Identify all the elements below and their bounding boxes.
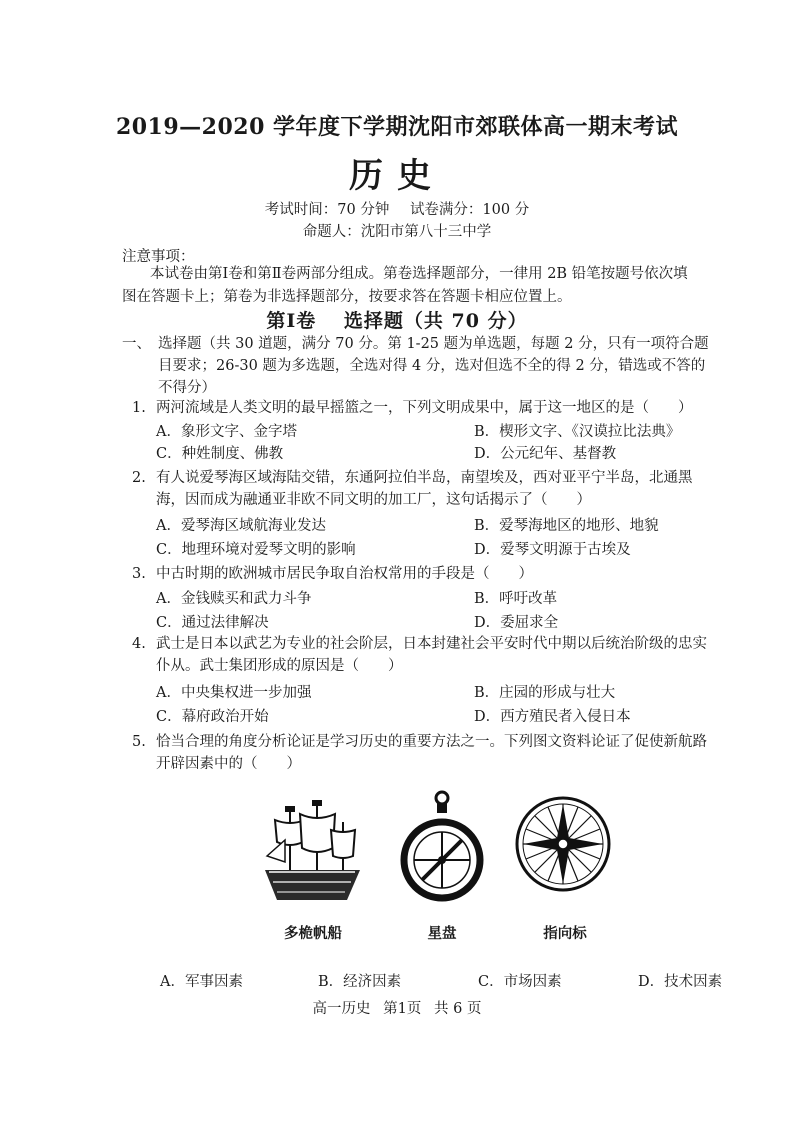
astrolabe-caption: 星盘 (427, 925, 457, 942)
option-b: B．楔形文字、《汉谟拉比法典》 (474, 424, 681, 440)
option-a: A．中央集权进一步加强 (156, 685, 312, 701)
page-footer (0, 997, 794, 1018)
footer-page: 第1页 (383, 1001, 422, 1017)
option-d: D．公元纪年、基督教 (474, 446, 617, 462)
compass-caption: 指向标 (543, 925, 587, 942)
option-c: C．种姓制度、佛教 (156, 446, 284, 462)
exam-title: 2019—2020 学年度下学期沈阳市郊联体高一期末考试 (115, 114, 679, 140)
option-c: C．幕府政治开始 (156, 709, 269, 725)
question-stem: 武士是日本以武艺为专业的社会阶层，日本封建社会平安时代中期以后统治阶级的忠实仆从。武士集团形成的原因是（ ） (156, 636, 707, 674)
question-number: 4. (132, 636, 146, 652)
section-title (0, 306, 794, 333)
option-a: A．爱琴海区域航海业发达 (156, 518, 326, 534)
question-3 (132, 563, 712, 585)
section-instructions (122, 333, 710, 399)
question-2 (132, 467, 712, 511)
option-d: D．技术因素 (638, 974, 723, 990)
question-number: 2. (132, 470, 146, 486)
footer-course: 高一历史 (312, 1001, 371, 1017)
exam-meta (0, 198, 794, 219)
option-a: A．军事因素 (160, 974, 243, 990)
compass-rose-icon (513, 792, 613, 902)
compass-rose-figure (513, 792, 613, 902)
option-a: A．象形文字、金字塔 (156, 424, 297, 440)
footer-total: 共 6 页 (434, 1001, 482, 1017)
astrolabe-figure (400, 790, 484, 914)
instructions-text: 选择题（共 30 道题，满分 70 分。第 1-25 题为单选题，每题 2 分，只有一项符合题目要求；26-30 题为多选题，全选对得 4 分，选对但选不全的得 2 分，错选或不答的不得分） (158, 336, 709, 396)
question-stem: 有人说爱琴海区域海陆交错，东通阿拉伯半岛，南望埃及，西对亚平宁半岛，北通黑海，因而成为融通亚非欧不同文明的加工厂，这句话揭示了（ ） (156, 470, 693, 508)
question-stem: 两河流域是人类文明的最早摇篮之一，下列文明成果中，属于这一地区的是（ ） (156, 400, 693, 416)
sailing-ship-figure (255, 800, 375, 910)
notice-body: 本试卷由第Ⅰ卷和第Ⅱ卷两部分组成。第卷选择题部分，一律用 2B 铅笔按题号依次填图在答题卡上；第卷为非选择题部分，按要求答在答题卡相应位置上。 (122, 266, 688, 305)
subject-title: 历史 (349, 156, 445, 196)
question-4 (132, 633, 712, 677)
option-c: C．地理环境对爱琴文明的影响 (156, 542, 356, 558)
question-number: 3. (132, 566, 146, 582)
option-d: D．委屈求全 (474, 615, 559, 631)
question-stem: 恰当合理的角度分析论证是学习历史的重要方法之一。下列图文资料论证了促使新航路开辟因素中的（ ） (156, 734, 707, 772)
question-number: 1. (132, 400, 146, 416)
option-a: A．金钱赎买和武力斗争 (156, 591, 312, 607)
question-5-figures (255, 790, 615, 950)
option-d: D．西方殖民者入侵日本 (474, 709, 631, 725)
option-c: C．通过法律解决 (156, 615, 269, 631)
astrolabe-icon (400, 790, 484, 914)
exam-time: 考试时间：70 分钟 (264, 202, 390, 218)
section-part: 第Ⅰ卷 (266, 310, 317, 332)
question-1 (132, 397, 712, 419)
option-b: B．庄园的形成与壮大 (474, 685, 616, 701)
notice-heading: 注意事项： (122, 249, 195, 265)
question-5 (132, 731, 712, 775)
full-score: 试卷满分：100 分 (409, 202, 530, 218)
instructions-label: 一、 (122, 336, 151, 352)
question-stem: 中古时期的欧洲城市居民争取自治权常用的手段是（ ） (156, 566, 533, 582)
option-b: B．呼吁改革 (474, 591, 558, 607)
option-d: D．爱琴文明源于古埃及 (474, 542, 631, 558)
option-c: C．市场因素 (478, 974, 562, 990)
option-b: B．爱琴海地区的地形、地貌 (474, 518, 659, 534)
exam-author-row (0, 220, 794, 241)
section-name: 选择题（共 70 分） (343, 310, 528, 332)
ship-icon (255, 800, 375, 910)
ship-caption: 多桅帆船 (284, 925, 342, 942)
exam-author: 命题人：沈阳市第八十三中学 (302, 224, 492, 240)
option-b: B．经济因素 (318, 974, 402, 990)
question-number: 5. (132, 734, 146, 750)
